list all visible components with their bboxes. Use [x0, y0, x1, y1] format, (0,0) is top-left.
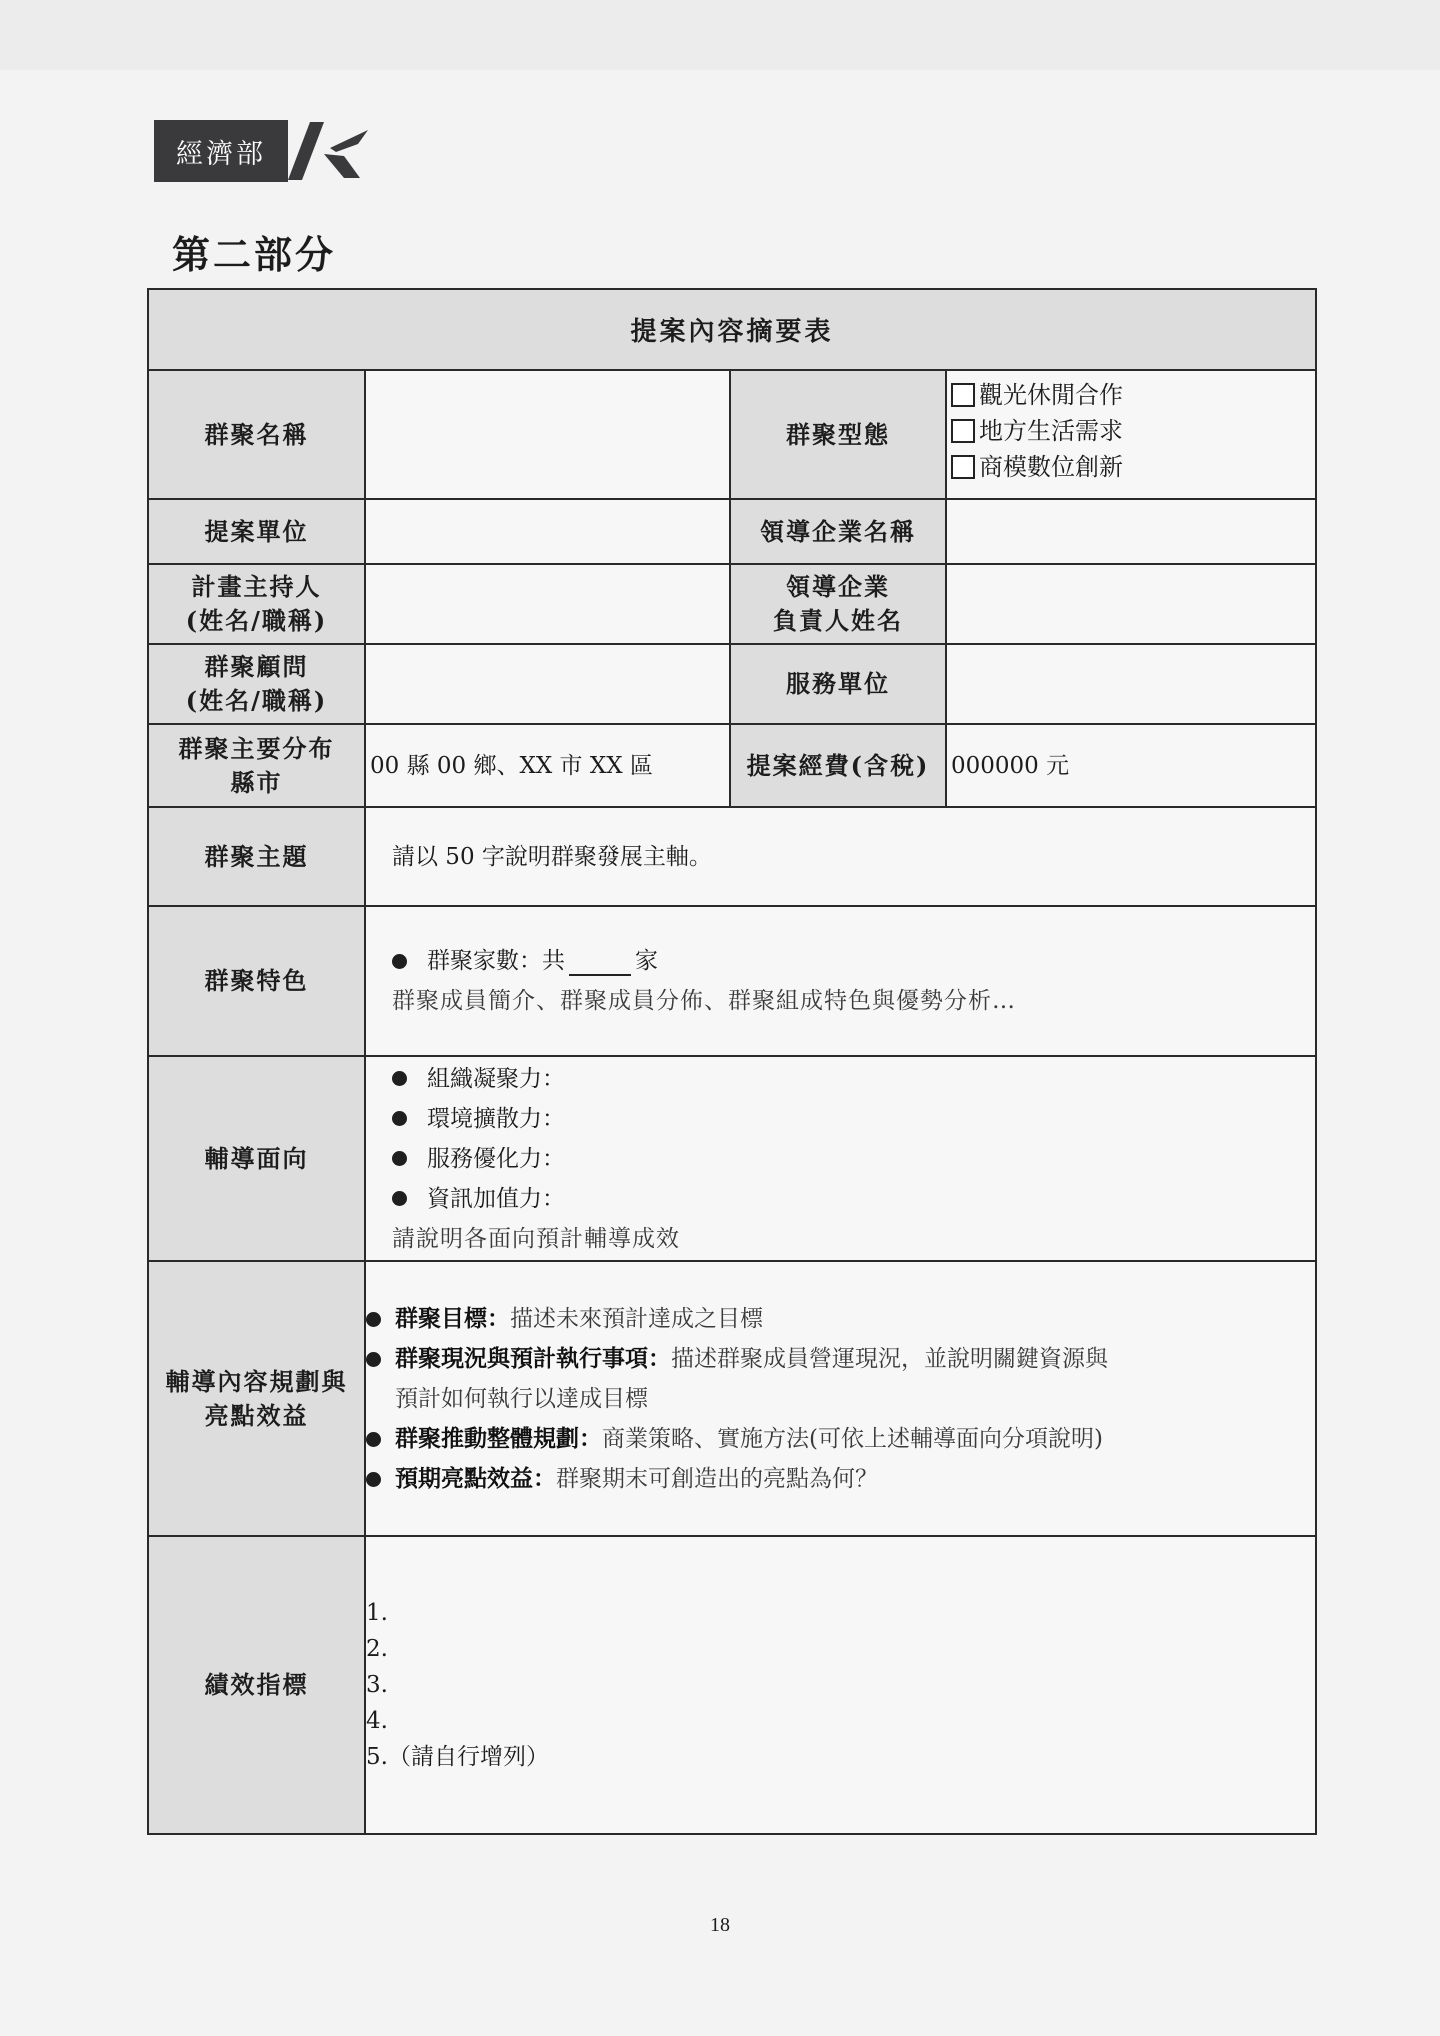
checkbox-icon[interactable] — [951, 455, 975, 479]
features-label: 群聚特色 — [148, 906, 365, 1056]
ministry-header — [154, 118, 374, 184]
plan-item: 群聚目標：描述未來預計達成之目標 — [366, 1299, 1315, 1339]
member-count-blank[interactable] — [569, 946, 631, 976]
guidance-item: 組織凝聚力： — [366, 1059, 1315, 1099]
distribution-field[interactable]: 00 縣 00 鄉、XX 市 XX 區 — [365, 724, 730, 807]
bullet-icon — [392, 1111, 407, 1126]
kpi-item: 4. — [366, 1708, 388, 1734]
lead-company-label: 領導企業名稱 — [730, 499, 946, 564]
bullet-icon — [392, 1071, 407, 1086]
theme-label: 群聚主題 — [148, 807, 365, 906]
plan-item: 群聚推動整體規劃：商業策略、實施方法(可依上述輔導面向分項說明) — [366, 1419, 1315, 1459]
budget-field[interactable]: 000000 元 — [946, 724, 1316, 807]
scan-top-band — [0, 0, 1440, 70]
guidance-item: 服務優化力： — [366, 1139, 1315, 1179]
guidance-note: 請說明各面向預計輔導成效 — [392, 1225, 680, 1252]
kpi-item: 1. — [366, 1600, 388, 1626]
ministry-logo-icon — [284, 118, 374, 184]
plan-item-continuation: 預計如何執行以達成目標 — [395, 1385, 648, 1412]
checkbox-icon[interactable] — [951, 419, 975, 443]
cluster-type-options — [946, 370, 1316, 499]
guidance-item: 環境擴散力： — [366, 1099, 1315, 1139]
lead-company-field[interactable] — [946, 499, 1316, 564]
page-number: 18 — [710, 1914, 730, 1936]
budget-label: 提案經費(含稅) — [730, 724, 946, 807]
plan-label: 輔導內容規劃與 亮點效益 — [148, 1261, 365, 1536]
cluster-type-option[interactable]: 商模數位創新 — [951, 449, 1311, 485]
lead-company-owner-field[interactable] — [946, 564, 1316, 644]
bullet-icon — [366, 1472, 381, 1487]
cluster-name-field[interactable] — [365, 370, 730, 499]
distribution-label: 群聚主要分布 縣市 — [148, 724, 365, 807]
bullet-icon — [366, 1352, 381, 1367]
cluster-type-option[interactable]: 地方生活需求 — [951, 413, 1311, 449]
cluster-type-label: 群聚型態 — [730, 370, 946, 499]
proposal-unit-field[interactable] — [365, 499, 730, 564]
guidance-field[interactable] — [365, 1056, 1316, 1261]
guidance-label: 輔導面向 — [148, 1056, 365, 1261]
cluster-type-option[interactable]: 觀光休閒合作 — [951, 377, 1311, 413]
proposal-summary-table — [147, 288, 1317, 1835]
theme-field[interactable]: 請以 50 字說明群聚發展主軸。 — [365, 807, 1316, 906]
part-title: 第二部分 — [172, 232, 337, 277]
kpi-item: 3. — [366, 1672, 388, 1698]
guidance-item: 資訊加值力： — [366, 1179, 1315, 1219]
plan-field[interactable] — [365, 1261, 1316, 1536]
kpi-field[interactable] — [365, 1536, 1316, 1834]
service-unit-field[interactable] — [946, 644, 1316, 724]
kpi-label: 績效指標 — [148, 1536, 365, 1834]
features-description: 群聚成員簡介、群聚成員分佈、群聚組成特色與優勢分析… — [392, 988, 1016, 1014]
bullet-icon — [392, 1191, 407, 1206]
project-host-field[interactable] — [365, 564, 730, 644]
proposal-unit-label: 提案單位 — [148, 499, 365, 564]
project-host-label: 計畫主持人 (姓名/職稱) — [148, 564, 365, 644]
lead-company-owner-label: 領導企業 負責人姓名 — [730, 564, 946, 644]
kpi-item: 5.（請自行增列） — [366, 1744, 549, 1770]
plan-item: 群聚現況與預計執行事項：描述群聚成員營運現況，並說明關鍵資源與 — [366, 1339, 1315, 1379]
bullet-icon — [392, 954, 407, 969]
service-unit-label: 服務單位 — [730, 644, 946, 724]
checkbox-icon[interactable] — [951, 383, 975, 407]
bullet-icon — [392, 1151, 407, 1166]
kpi-item: 2. — [366, 1636, 388, 1662]
features-count-row: 群聚家數：共 家 — [366, 941, 1315, 981]
bullet-icon — [366, 1432, 381, 1447]
ministry-label: 經濟部 — [154, 120, 288, 182]
table-title: 提案內容摘要表 — [148, 289, 1316, 370]
cluster-name-label: 群聚名稱 — [148, 370, 365, 499]
plan-item: 預期亮點效益：群聚期末可創造出的亮點為何？ — [366, 1459, 1315, 1499]
features-field[interactable] — [365, 906, 1316, 1056]
consultant-field[interactable] — [365, 644, 730, 724]
bullet-icon — [366, 1312, 381, 1327]
consultant-label: 群聚顧問 (姓名/職稱) — [148, 644, 365, 724]
